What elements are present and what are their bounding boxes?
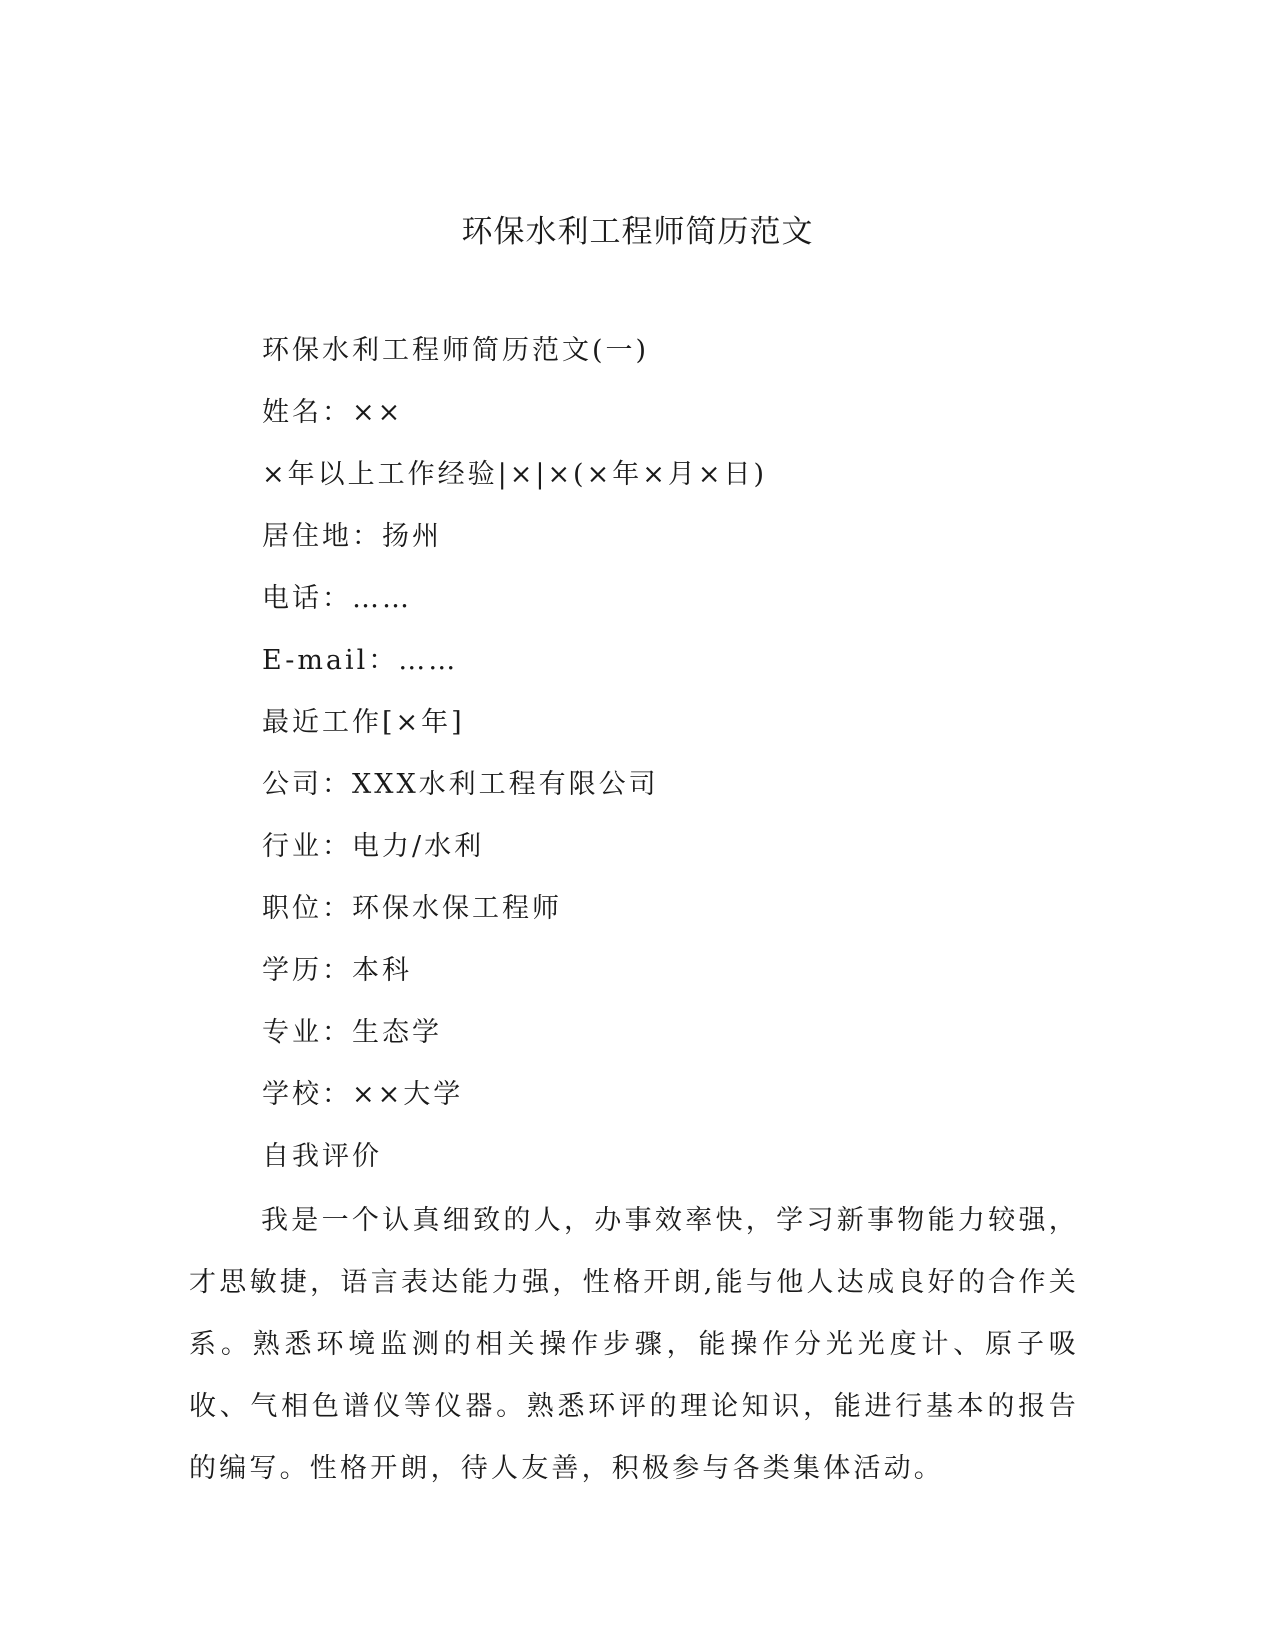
company-line: 公司：XXX水利工程有限公司 bbox=[262, 769, 659, 800]
phone-line: 电话：…… bbox=[262, 583, 412, 614]
self-evaluation-paragraph: 我是一个认真细致的人，办事效率快，学习新事物能力较强，才思敏捷，语言表达能力强，性格开朗,能与他人达成良好的合作关系。熟悉环境监测的相关操作步骤，能操作分光光度计、原子吸收、气相色谱仪等仪器。熟悉环评的理论知识，能进行基本的报告的编写。性格开朗，待人友善，积极参与各类集体活动。 bbox=[189, 1205, 1079, 1484]
recent-work-line: 最近工作[×年] bbox=[262, 707, 465, 738]
subtitle-line: 环保水利工程师简历范文(一) bbox=[262, 335, 650, 366]
residence-line: 居住地：扬州 bbox=[262, 521, 442, 552]
email-line: E-mail：…… bbox=[262, 645, 459, 676]
name-line: 姓名：×× bbox=[262, 397, 404, 428]
position-line: 职位：环保水保工程师 bbox=[262, 893, 562, 924]
experience-line: ×年以上工作经验|×|×(×年×月×日) bbox=[262, 459, 767, 490]
major-line: 专业：生态学 bbox=[262, 1017, 442, 1048]
resume-lines bbox=[262, 329, 1082, 1197]
industry-line: 行业：电力/水利 bbox=[262, 831, 485, 862]
school-line: 学校：××大学 bbox=[262, 1079, 464, 1110]
document-title: 环保水利工程师简历范文 bbox=[461, 214, 814, 250]
education-line: 学历：本科 bbox=[262, 955, 412, 986]
self-evaluation-heading: 自我评价 bbox=[262, 1141, 382, 1172]
